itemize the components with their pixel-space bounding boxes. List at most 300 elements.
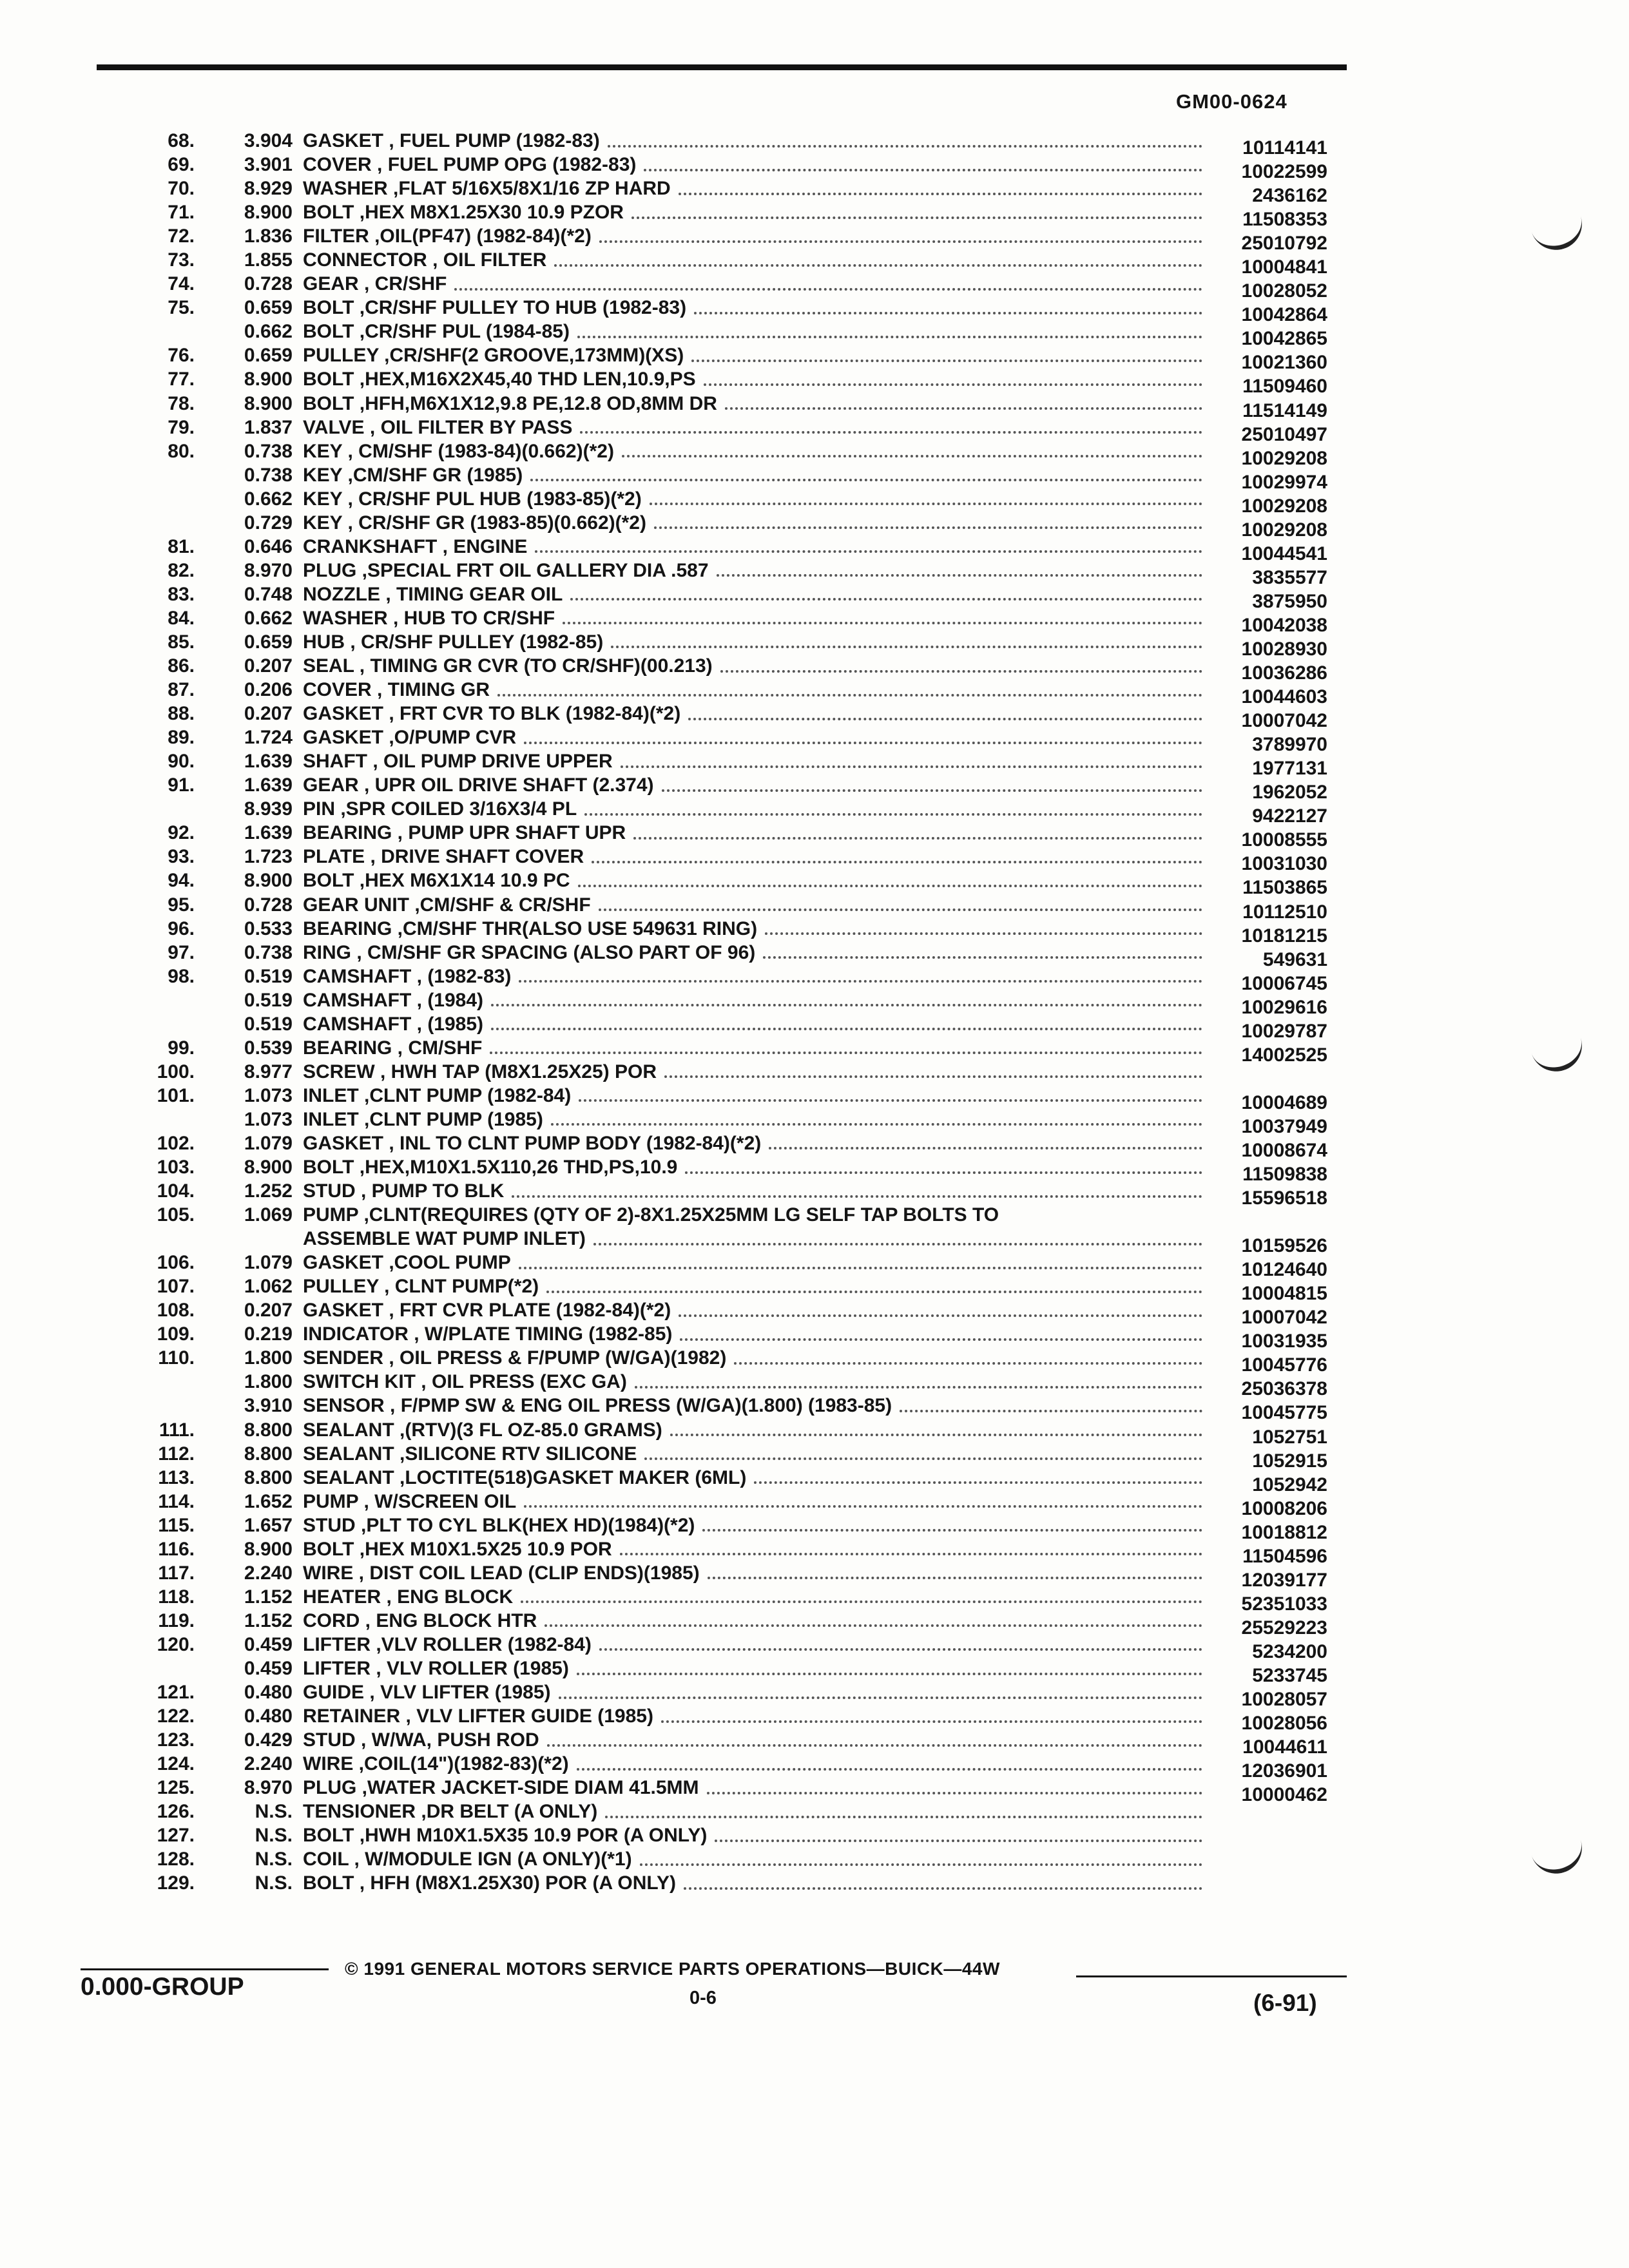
part-description: KEY , CR/SHF GR (1983-85)(0.662)(*2)	[303, 511, 651, 535]
table-row	[0, 367, 1629, 398]
item-number: 91.	[168, 774, 195, 796]
dot-leader	[577, 1768, 1202, 1771]
description-cell	[303, 749, 1205, 773]
part-number: 52351033	[1241, 1593, 1327, 1615]
description-cell	[303, 1728, 1205, 1752]
part-description: COIL , W/MODULE IGN (A ONLY)(*1)	[303, 1847, 637, 1871]
table-row	[0, 439, 1629, 469]
group-number: 8.939	[244, 798, 293, 820]
dot-leader	[720, 670, 1202, 673]
table-row	[0, 392, 1629, 421]
dot-leader	[650, 503, 1202, 505]
table-row	[0, 965, 1629, 994]
table-row	[0, 1418, 1629, 1448]
description-cell	[303, 1847, 1205, 1871]
item-number: 116.	[158, 1538, 195, 1560]
dot-leader	[491, 1028, 1202, 1030]
part-description: LIFTER , VLV ROLLER (1985)	[303, 1657, 574, 1680]
part-description: HEATER , ENG BLOCK	[303, 1585, 518, 1609]
part-description: CAMSHAFT , (1984)	[303, 988, 488, 1012]
table-row	[0, 1060, 1629, 1084]
table-row	[0, 1131, 1629, 1161]
part-number: 10028057	[1241, 1689, 1327, 1711]
description-cell	[303, 1680, 1205, 1704]
part-number: 1977131	[1252, 758, 1327, 780]
item-number: 108.	[157, 1300, 195, 1321]
table-row	[0, 1657, 1629, 1686]
description-cell	[303, 1274, 1205, 1298]
table-row	[0, 177, 1629, 207]
table-row	[0, 1704, 1629, 1735]
item-number: 77.	[168, 369, 195, 390]
item-number: 106.	[157, 1252, 195, 1274]
description-cell	[303, 965, 1205, 988]
part-description: NOZZLE , TIMING GEAR OIL	[303, 582, 568, 606]
table-row	[0, 773, 1629, 803]
description-cell	[303, 773, 1205, 797]
part-number: 10008206	[1241, 1497, 1327, 1519]
part-number: 1052751	[1252, 1426, 1327, 1448]
dot-leader	[490, 1052, 1202, 1054]
description-cell	[303, 272, 1205, 296]
group-number: 1.800	[244, 1347, 293, 1369]
group-number: 1.723	[244, 846, 293, 868]
table-row	[0, 200, 1629, 231]
dot-leader	[605, 1816, 1202, 1818]
group-number: 0.662	[244, 488, 293, 510]
table-row	[0, 606, 1629, 636]
description-cell	[303, 845, 1205, 869]
part-description: PUMP ,CLNT(REQUIRES (QTY OF 2)-8X1.25X25MM LG SELF TAP BOLTS TO	[303, 1203, 1004, 1227]
group-number: 0.207	[244, 703, 293, 725]
copyright-notice: © 1991 GENERAL MOTORS SERVICE PARTS OPERATIONS—BUICK—44W	[345, 1959, 1000, 1979]
table-row	[0, 296, 1629, 326]
item-number: 69.	[168, 154, 195, 176]
table-row	[0, 1298, 1629, 1329]
part-number: 10029974	[1241, 471, 1327, 493]
dot-leader	[530, 479, 1202, 481]
dot-leader	[554, 264, 1202, 267]
table-row	[0, 535, 1629, 564]
footer-rule-left	[81, 1968, 329, 1970]
part-description: SHAFT , OIL PUMP DRIVE UPPER	[303, 749, 618, 773]
group-number: 8.800	[244, 1419, 293, 1441]
dot-leader	[563, 622, 1202, 624]
part-number: 10007042	[1241, 1307, 1327, 1329]
part-number: 10031030	[1241, 853, 1327, 875]
footer-rule-right	[1076, 1975, 1347, 1977]
item-number: 126.	[157, 1801, 195, 1823]
item-number: 93.	[168, 846, 195, 868]
part-description: WIRE ,COIL(14")(1982-83)(*2)	[303, 1752, 574, 1776]
item-number: 76.	[168, 345, 195, 367]
dot-leader	[608, 145, 1202, 148]
part-number: 12039177	[1241, 1569, 1327, 1591]
part-number: 14002525	[1241, 1044, 1327, 1066]
group-number: 1.639	[244, 751, 293, 773]
part-description: SEALANT ,SILICONE RTV SILICONE	[303, 1442, 642, 1466]
dot-leader	[694, 312, 1202, 314]
dot-leader	[633, 837, 1202, 840]
item-number: 97.	[168, 941, 195, 963]
part-number: 15596518	[1241, 1187, 1327, 1209]
group-number: 0.480	[244, 1682, 293, 1704]
part-description: TENSIONER ,DR BELT (A ONLY)	[303, 1800, 602, 1823]
table-row	[0, 1274, 1629, 1305]
description-cell	[303, 153, 1205, 177]
table-row	[0, 511, 1629, 541]
part-number: 1962052	[1252, 782, 1327, 803]
group-number: 1.152	[244, 1610, 293, 1631]
dot-leader	[640, 1863, 1202, 1866]
part-number: 11508353	[1242, 209, 1327, 231]
table-row	[0, 988, 1629, 1018]
part-number: 10037949	[1241, 1115, 1327, 1137]
item-number: 122.	[157, 1706, 195, 1727]
dot-leader	[497, 694, 1202, 697]
group-number: 0.729	[244, 512, 293, 533]
dot-leader	[512, 1195, 1202, 1198]
item-number: 90.	[168, 751, 195, 773]
group-number: 0.207	[244, 1300, 293, 1321]
dot-leader	[599, 240, 1202, 243]
description-cell	[303, 416, 1205, 439]
group-number: 0.519	[244, 989, 293, 1011]
part-number: 25010792	[1241, 233, 1327, 255]
item-number: 79.	[168, 416, 195, 438]
part-description: GASKET , FRT CVR PLATE (1982-84)(*2)	[303, 1298, 676, 1322]
part-number: 10008674	[1241, 1139, 1327, 1161]
dot-leader	[599, 908, 1202, 911]
group-number: 1.062	[244, 1276, 293, 1298]
dot-leader	[670, 1434, 1202, 1436]
group-number: 3.910	[244, 1395, 293, 1417]
description-cell	[303, 917, 1205, 941]
description-cell	[303, 463, 1205, 487]
item-number: 112.	[158, 1443, 195, 1465]
part-description: BEARING , PUMP UPR SHAFT UPR	[303, 821, 631, 845]
top-rule	[97, 64, 1347, 70]
dot-leader	[592, 861, 1202, 863]
item-number: 99.	[168, 1037, 195, 1059]
part-description: GUIDE , VLV LIFTER (1985)	[303, 1680, 556, 1704]
part-description: KEY , CR/SHF PUL HUB (1983-85)(*2)	[303, 487, 647, 511]
part-number: 25036378	[1241, 1378, 1327, 1400]
description-cell	[303, 1251, 1205, 1274]
item-number: 109.	[157, 1323, 195, 1345]
group-number: N.S.	[255, 1825, 293, 1847]
page-number: 0-6	[689, 1988, 717, 2008]
part-number: 10004689	[1241, 1091, 1327, 1113]
table-row	[0, 1728, 1629, 1758]
group-number: N.S.	[255, 1849, 293, 1870]
group-number: 1.639	[244, 774, 293, 796]
item-number: 68.	[168, 130, 195, 151]
dot-leader	[547, 1744, 1202, 1747]
item-number: 78.	[168, 392, 195, 414]
group-number: 0.659	[244, 297, 293, 319]
dot-leader	[577, 336, 1202, 338]
item-number: 87.	[168, 679, 195, 701]
part-description: GASKET ,COOL PUMP	[303, 1251, 516, 1274]
table-row	[0, 654, 1629, 684]
description-cell	[303, 893, 1205, 917]
table-row	[0, 1203, 1629, 1227]
dot-leader	[680, 1338, 1202, 1341]
group-number: 8.970	[244, 1777, 293, 1799]
item-number: 119.	[158, 1610, 195, 1631]
part-description: CRANKSHAFT , ENGINE	[303, 535, 532, 559]
dot-leader	[584, 813, 1202, 816]
description-cell	[303, 582, 1205, 606]
part-number: 10042865	[1241, 328, 1327, 350]
group-label: 0.000-GROUP	[81, 1973, 244, 2001]
part-number: 10045776	[1241, 1354, 1327, 1376]
part-number: 10028052	[1241, 280, 1327, 302]
dot-leader	[725, 407, 1202, 410]
item-number: 92.	[168, 822, 195, 844]
part-description: GASKET ,O/PUMP CVR	[303, 726, 521, 749]
dot-leader	[684, 1887, 1202, 1890]
dot-leader	[559, 1696, 1202, 1699]
part-number: 10036286	[1241, 662, 1327, 684]
group-number: N.S.	[255, 1801, 293, 1823]
part-number: 10044541	[1241, 543, 1327, 564]
description-cell	[303, 630, 1205, 654]
group-number: 8.900	[244, 1157, 293, 1178]
part-description: CONNECTOR , OIL FILTER	[303, 248, 552, 272]
part-description: INLET ,CLNT PUMP (1982-84)	[303, 1084, 576, 1108]
part-description: BOLT , HFH (M8X1.25X30) POR (A ONLY)	[303, 1871, 681, 1895]
part-number: 2436162	[1252, 185, 1327, 207]
table-row	[0, 1012, 1629, 1042]
table-row	[0, 1561, 1629, 1591]
description-cell	[303, 1514, 1205, 1537]
part-description: WIRE , DIST COIL LEAD (CLIP ENDS)(1985)	[303, 1561, 705, 1585]
item-number: 127.	[157, 1825, 195, 1847]
description-cell	[303, 1012, 1205, 1036]
description-cell	[303, 367, 1205, 391]
dot-leader	[545, 1624, 1202, 1627]
table-row	[0, 845, 1629, 875]
group-number: 1.639	[244, 822, 293, 844]
group-number: 0.748	[244, 583, 293, 605]
description-cell	[303, 988, 1205, 1012]
part-number: 10112510	[1242, 901, 1327, 923]
item-number: 121.	[157, 1682, 195, 1704]
part-number: 5234200	[1252, 1640, 1327, 1662]
group-number: 1.079	[244, 1252, 293, 1274]
part-description: FILTER ,OIL(PF47) (1982-84)(*2)	[303, 224, 597, 248]
item-number: 100.	[157, 1061, 195, 1082]
description-cell	[303, 1537, 1205, 1561]
dot-leader	[611, 646, 1202, 648]
part-description: COVER , TIMING GR	[303, 678, 495, 702]
group-number: 1.069	[244, 1204, 293, 1226]
table-row	[0, 1155, 1629, 1186]
item-number: 107.	[157, 1276, 195, 1298]
item-number: 81.	[168, 535, 195, 557]
part-description: PIN ,SPR COILED 3/16X3/4 PL	[303, 797, 582, 821]
part-description: STUD ,PLT TO CYL BLK(HEX HD)(1984)(*2)	[303, 1514, 700, 1537]
table-row	[0, 1084, 1629, 1113]
description-cell	[303, 1490, 1205, 1514]
part-description: WASHER ,FLAT 5/16X5/8X1/16 ZP HARD	[303, 177, 676, 200]
part-description: CORD , ENG BLOCK HTR	[303, 1609, 542, 1633]
description-cell	[303, 1585, 1205, 1609]
description-cell	[303, 535, 1205, 559]
item-number: 95.	[168, 894, 195, 916]
table-row	[0, 893, 1629, 923]
group-number: 1.652	[244, 1490, 293, 1512]
part-number: 1052942	[1252, 1474, 1327, 1495]
dot-leader	[704, 383, 1202, 386]
group-number: 0.738	[244, 941, 293, 963]
group-number: 8.970	[244, 559, 293, 581]
table-row	[0, 1466, 1629, 1495]
table-row	[0, 630, 1629, 660]
table-row	[0, 797, 1629, 827]
part-number: 10021360	[1241, 352, 1327, 374]
group-number: 0.659	[244, 345, 293, 367]
table-row	[0, 1179, 1629, 1209]
group-number: 1.079	[244, 1132, 293, 1154]
dot-leader	[521, 1600, 1202, 1603]
part-number: 10004815	[1241, 1283, 1327, 1305]
dot-leader	[717, 574, 1202, 577]
part-description: GEAR UNIT ,CM/SHF & CR/SHF	[303, 893, 596, 917]
table-row	[0, 1346, 1629, 1376]
dot-leader	[715, 1840, 1202, 1842]
part-description: LIFTER ,VLV ROLLER (1982-84)	[303, 1633, 597, 1657]
part-description: COVER , FUEL PUMP OPG (1982-83)	[303, 153, 641, 177]
table-row	[0, 248, 1629, 278]
group-number: 0.519	[244, 1013, 293, 1035]
part-number: 3789970	[1252, 734, 1327, 756]
description-cell	[303, 1060, 1205, 1084]
item-number: 118.	[158, 1586, 195, 1608]
document-code: GM00-0624	[1176, 90, 1287, 113]
dot-leader	[593, 1243, 1202, 1245]
description-cell	[303, 177, 1205, 200]
description-cell	[303, 702, 1205, 726]
dot-leader	[734, 1362, 1202, 1365]
description-cell	[303, 1609, 1205, 1633]
item-number: 88.	[168, 703, 195, 725]
part-description: BOLT ,HEX M6X1X14 10.9 PC	[303, 869, 575, 892]
part-description: PLUG ,WATER JACKET-SIDE DIAM 41.5MM	[303, 1776, 704, 1800]
table-row	[0, 726, 1629, 756]
description-cell	[303, 343, 1205, 367]
dot-leader	[679, 193, 1202, 195]
part-number: 3875950	[1252, 590, 1327, 612]
description-cell	[303, 200, 1205, 224]
dot-leader	[754, 1481, 1202, 1484]
dot-leader	[620, 1553, 1202, 1555]
group-number: 1.657	[244, 1514, 293, 1536]
item-number: 128.	[157, 1849, 195, 1870]
item-number: 103.	[157, 1157, 195, 1178]
parts-list	[0, 129, 1629, 1895]
table-row	[0, 272, 1629, 302]
dot-leader	[570, 598, 1202, 601]
item-number: 125.	[157, 1777, 195, 1799]
description-cell	[303, 797, 1205, 821]
table-row	[0, 1394, 1629, 1424]
part-number: 10004841	[1241, 256, 1327, 278]
part-description: BOLT ,HEX,M10X1.5X110,26 THD,PS,10.9	[303, 1155, 682, 1179]
part-description: BOLT ,HWH M10X1.5X35 10.9 POR (A ONLY)	[303, 1823, 712, 1847]
item-number: 123.	[157, 1729, 195, 1751]
description-cell	[303, 1776, 1205, 1800]
part-description: INDICATOR , W/PLATE TIMING (1982-85)	[303, 1322, 677, 1346]
item-number: 111.	[159, 1419, 195, 1441]
dot-leader	[621, 765, 1202, 768]
description-cell	[303, 1800, 1205, 1823]
table-row	[0, 582, 1629, 612]
group-number: 0.659	[244, 631, 293, 653]
group-number: 0.206	[244, 679, 293, 701]
table-row	[0, 463, 1629, 493]
part-number: 549631	[1262, 948, 1327, 970]
part-description: BOLT ,HFH,M6X1X12,9.8 PE,12.8 OD,8MM DR	[303, 392, 722, 416]
item-number: 114.	[158, 1490, 195, 1512]
part-number: 10000462	[1241, 1784, 1327, 1806]
group-number: 0.519	[244, 965, 293, 987]
item-number: 70.	[168, 178, 195, 200]
item-number: 117.	[158, 1562, 195, 1584]
group-number: 0.728	[244, 894, 293, 916]
dot-leader	[685, 1171, 1202, 1174]
group-number: 8.977	[244, 1061, 293, 1082]
part-description: CAMSHAFT , (1982-83)	[303, 965, 516, 988]
table-row	[0, 129, 1629, 159]
description-cell	[303, 1346, 1205, 1370]
part-description: STUD , W/WA, PUSH ROD	[303, 1728, 545, 1752]
dot-leader	[679, 1314, 1202, 1317]
part-description: INLET ,CLNT PUMP (1985)	[303, 1108, 548, 1131]
dot-leader	[769, 1147, 1202, 1149]
dot-leader	[631, 216, 1202, 219]
part-description: BOLT ,CR/SHF PUL (1984-85)	[303, 320, 575, 343]
part-description: BEARING , CM/SHF	[303, 1036, 487, 1060]
table-row	[0, 1776, 1629, 1806]
group-number: 8.900	[244, 870, 293, 892]
group-number: 8.800	[244, 1443, 293, 1465]
description-cell	[303, 1298, 1205, 1322]
dot-leader	[702, 1529, 1202, 1532]
dot-leader	[546, 1291, 1202, 1293]
date-code: (6-91)	[1253, 1990, 1317, 2016]
part-description: RETAINER , VLV LIFTER GUIDE (1985)	[303, 1704, 659, 1728]
part-description: GEAR , CR/SHF	[303, 272, 452, 296]
description-cell	[303, 1418, 1205, 1442]
group-number: 1.152	[244, 1586, 293, 1608]
dot-leader	[535, 550, 1202, 553]
group-number: 8.900	[244, 1538, 293, 1560]
description-cell	[303, 678, 1205, 702]
table-row	[0, 941, 1629, 970]
description-cell	[303, 392, 1205, 416]
group-number: 1.724	[244, 727, 293, 749]
description-cell	[303, 1108, 1205, 1131]
part-number: 10029208	[1241, 519, 1327, 541]
dot-leader	[708, 1577, 1202, 1579]
group-number: 8.900	[244, 202, 293, 224]
dot-leader	[524, 1505, 1202, 1508]
description-cell	[303, 320, 1205, 343]
part-number: 10159526	[1241, 1235, 1327, 1257]
